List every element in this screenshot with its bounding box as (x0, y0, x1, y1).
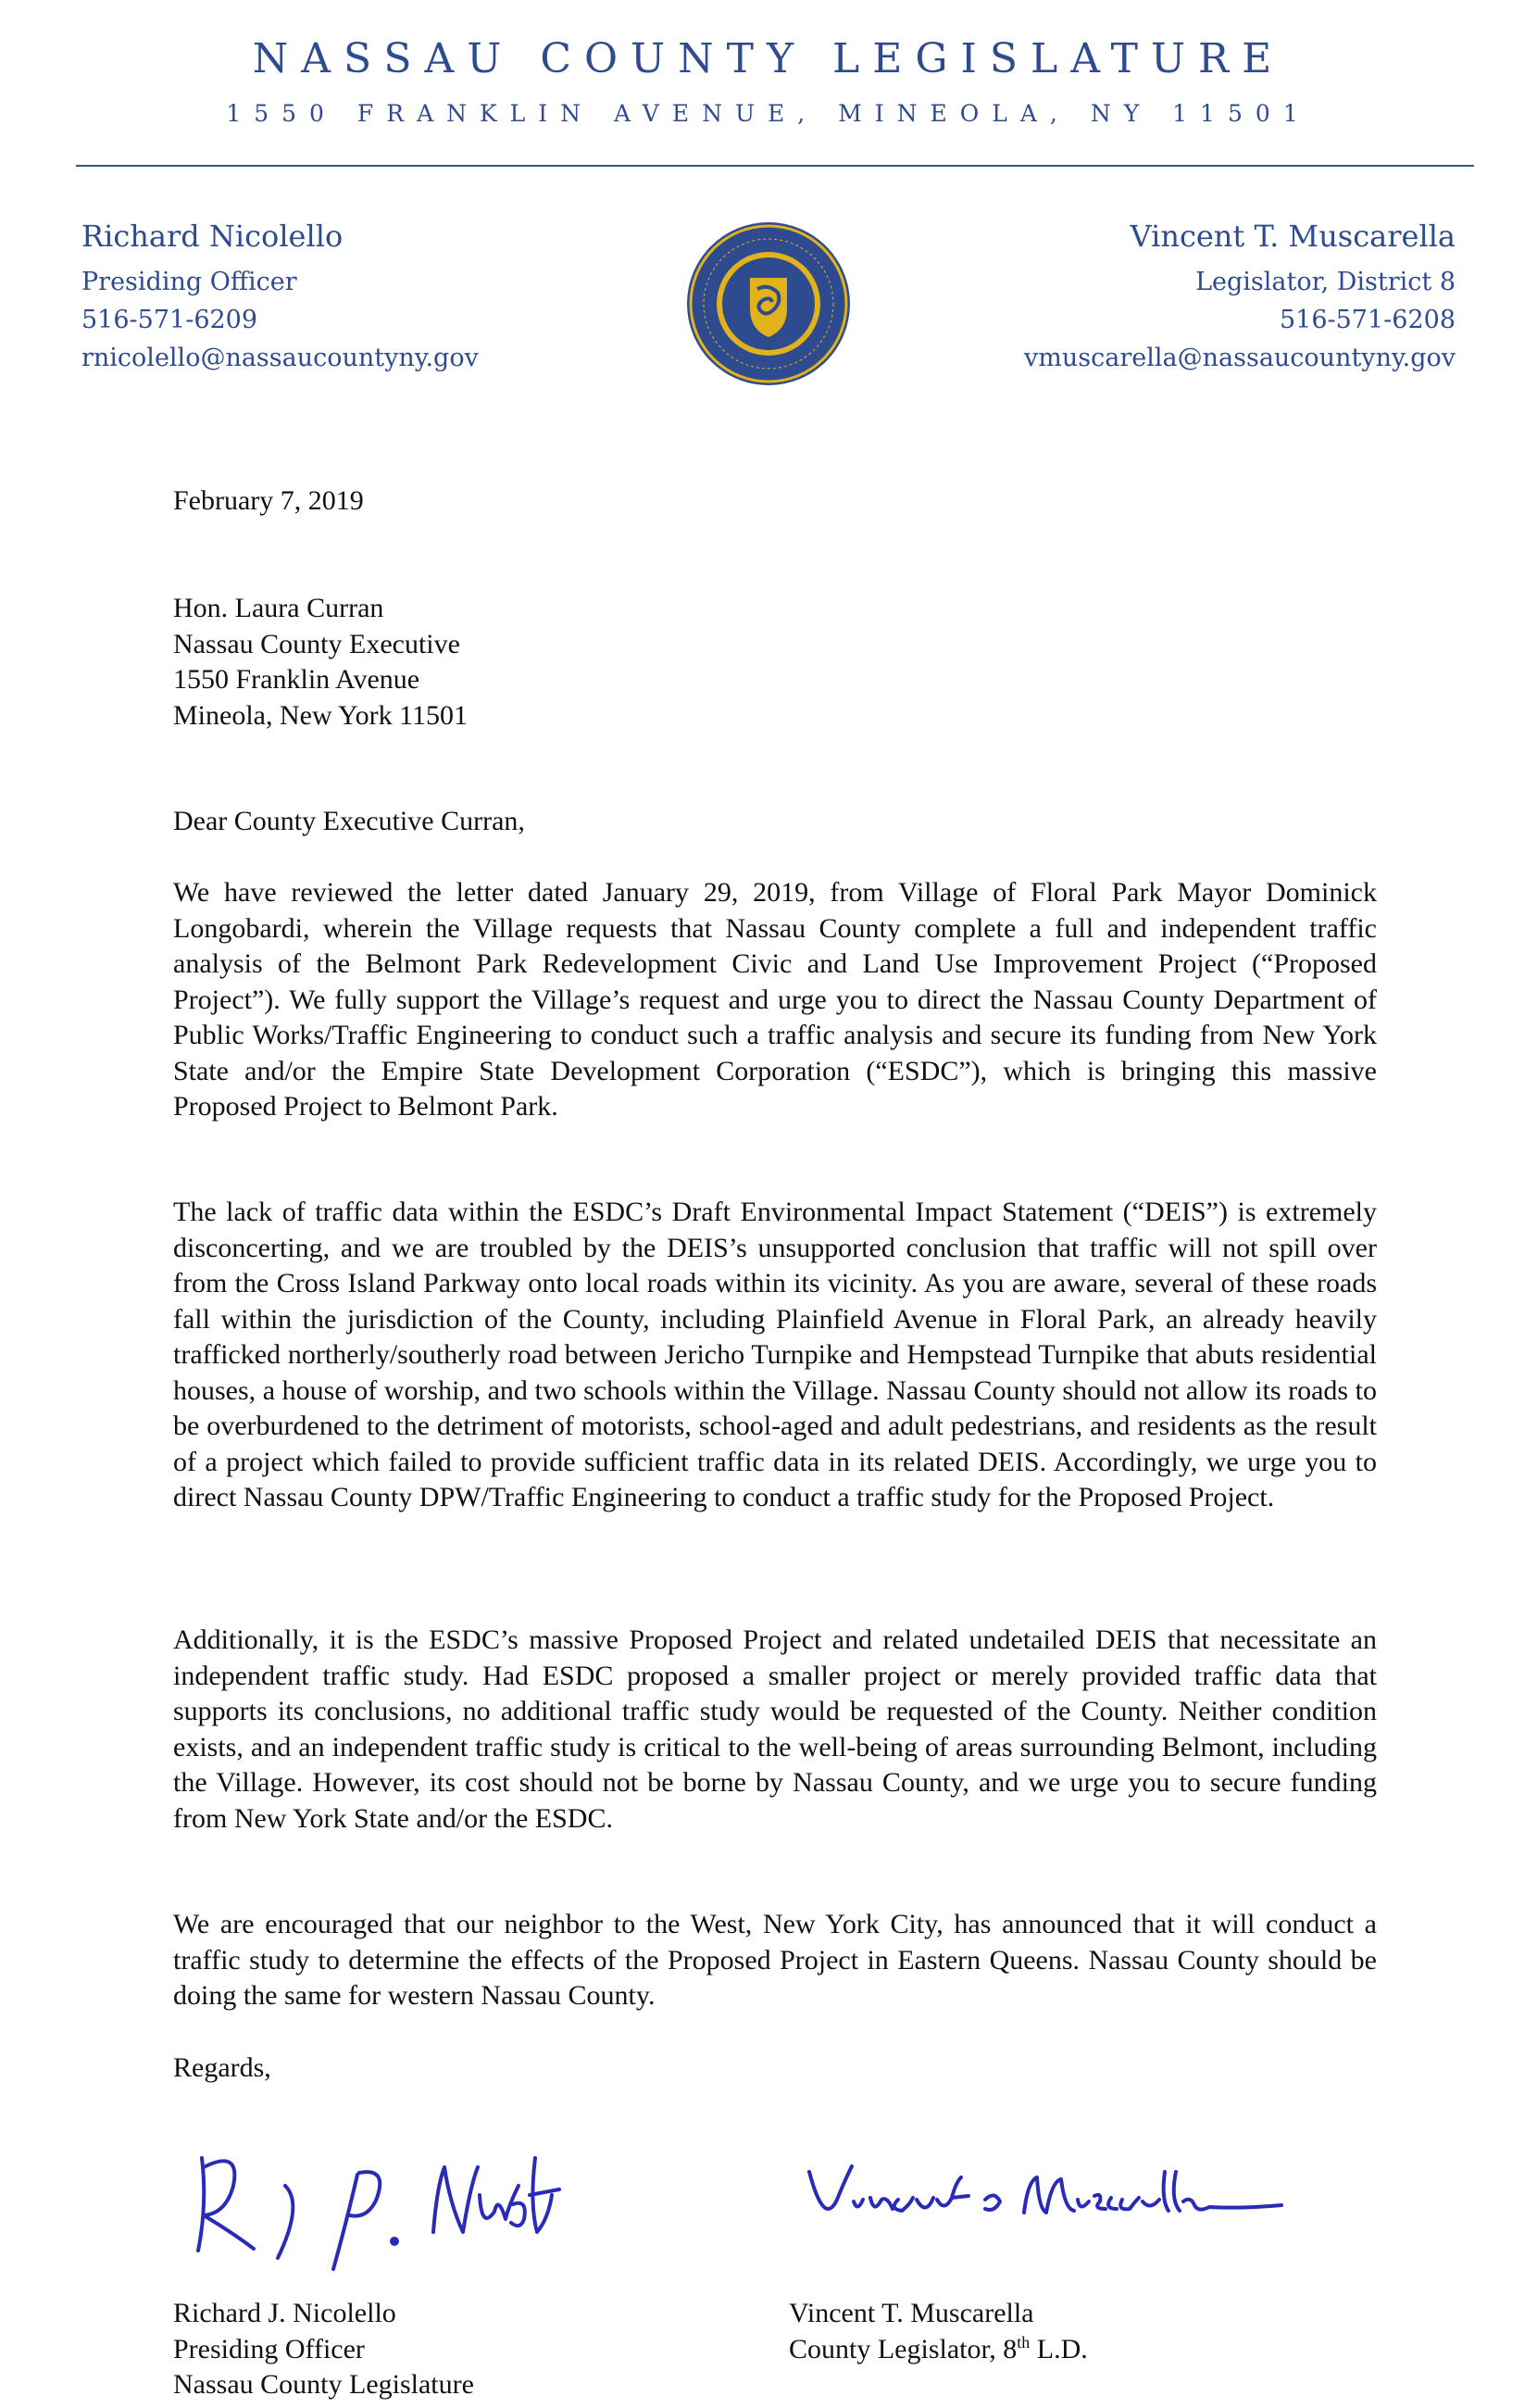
signatory-title: Presiding Officer (173, 2333, 365, 2364)
paragraph-text: We have reviewed the letter dated January 29, 2019, from Village of Floral Park Mayor Dominick Longobardi, wherein the Village requests that Nassau County complete a full and independent traffic analysis of the Belmont Park Redevelopment Civic and Land Use Improvement Project (“Proposed Project”). We fully support the Village’s request and urge you to direct the Nassau County Department of Public Works/Traffic Engineering to conduct such a traffic analysis and secure its funding from New York State and/or the Empire State Development Corporation (“ESDC”), which is bringing this massive Proposed Project to Belmont Park. (173, 877, 1377, 1122)
signatory-title-text: County Legislator, 8 (789, 2333, 1018, 2364)
county-seal-icon (685, 220, 852, 387)
signatory-title-sup: th (1017, 2332, 1031, 2352)
signatory-title-suffix: L.D. (1030, 2333, 1088, 2364)
body-paragraph-3 (173, 1623, 1377, 1837)
signature-left-icon (185, 2130, 620, 2278)
left-officer-title: Presiding Officer (81, 268, 297, 296)
salutation: Dear County Executive Curran, (173, 806, 525, 836)
left-officer-name: Richard Nicolello (81, 219, 344, 254)
letterhead-address: 1550 FRANKLIN AVENUE, MINEOLA, NY 11501 (226, 100, 1311, 127)
right-officer-email: vmuscarella@nassaucountyny.gov (1024, 344, 1456, 372)
left-officer-block (81, 219, 479, 377)
left-officer-phone: 516-571-6209 (81, 306, 258, 334)
closing: Regards, (173, 2052, 271, 2083)
signature-right-block (789, 2296, 1088, 2367)
paragraph-text: We are encouraged that our neighbor to the West, New York City, has announced that it will conduct a traffic study to determine the effects of the Proposed Project in Eastern Queens. Nassau County should be doing the same for western Nassau County. (173, 1909, 1377, 2011)
right-officer-block (1024, 219, 1456, 377)
signatory-org: Nassau County Legislature (173, 2369, 474, 2400)
body-paragraph-1 (173, 875, 1377, 1125)
paragraph-text: The lack of traffic data within the ESDC’s Draft Environmental Impact Statement (“DEIS”) is extremely disconcerting, and we are troubled by the DEIS’s unsupported conclusion that traffic will not spill over from the Cross Island Parkway onto local roads within its vicinity. As you are aware, several of these roads fall within the jurisdiction of the County, including Plainfield Avenue in Floral Park, an already heavily trafficked northerly/southerly road between Jericho Turnpike and Hempstead Turnpike that abuts residential houses, a house of worship, and two schools within the Village. Nassau County should not allow its roads to be overburdened to the detriment of motorists, school-aged and adult pedestrians, and residents as the result of a project which failed to provide sufficient traffic data in its related DEIS. Accordingly, we urge you to direct Nassau County DPW/Traffic Engineering to conduct a traffic study for the Proposed Project. (173, 1197, 1377, 1512)
recipient-line: Hon. Laura Curran (173, 593, 384, 623)
left-officer-email: rnicolello@nassaucountyny.gov (81, 344, 479, 372)
signatory-name: Richard J. Nicolello (173, 2298, 396, 2328)
recipient-address (173, 591, 1377, 734)
letterhead-divider (76, 165, 1474, 167)
recipient-line: 1550 Franklin Avenue (173, 664, 420, 695)
right-officer-title: Legislator, District 8 (1195, 268, 1456, 296)
signature-left-block (173, 2296, 474, 2403)
letterhead-title: NASSAU COUNTY LEGISLATURE (252, 35, 1285, 82)
right-officer-phone: 516-571-6208 (1279, 306, 1456, 334)
letter-date: February 7, 2019 (173, 485, 364, 516)
right-officer-name: Vincent T. Muscarella (1130, 219, 1456, 254)
body-paragraph-4 (173, 1907, 1377, 2014)
recipient-line: Mineola, New York 11501 (173, 699, 469, 731)
recipient-line: Nassau County Executive (173, 628, 460, 659)
signatory-name: Vincent T. Muscarella (789, 2298, 1034, 2328)
paragraph-text: Additionally, it is the ESDC’s massive Proposed Project and related undetailed DEIS that necessitate an independent traffic study. Had ESDC proposed a smaller project or merely provided traffic data that supports its conclusions, no additional traffic study would be requested of the County. Neither condition exists, and an independent traffic study is critical to the well-being of areas surrounding Belmont, including the Village. However, its cost should not be borne by Nassau County, and we urge you to secure funding from New York State and/or the ESDC. (173, 1624, 1377, 1834)
body-paragraph-2 (173, 1195, 1377, 1516)
signatory-title (789, 2332, 1088, 2368)
signature-right-icon (796, 2144, 1296, 2246)
